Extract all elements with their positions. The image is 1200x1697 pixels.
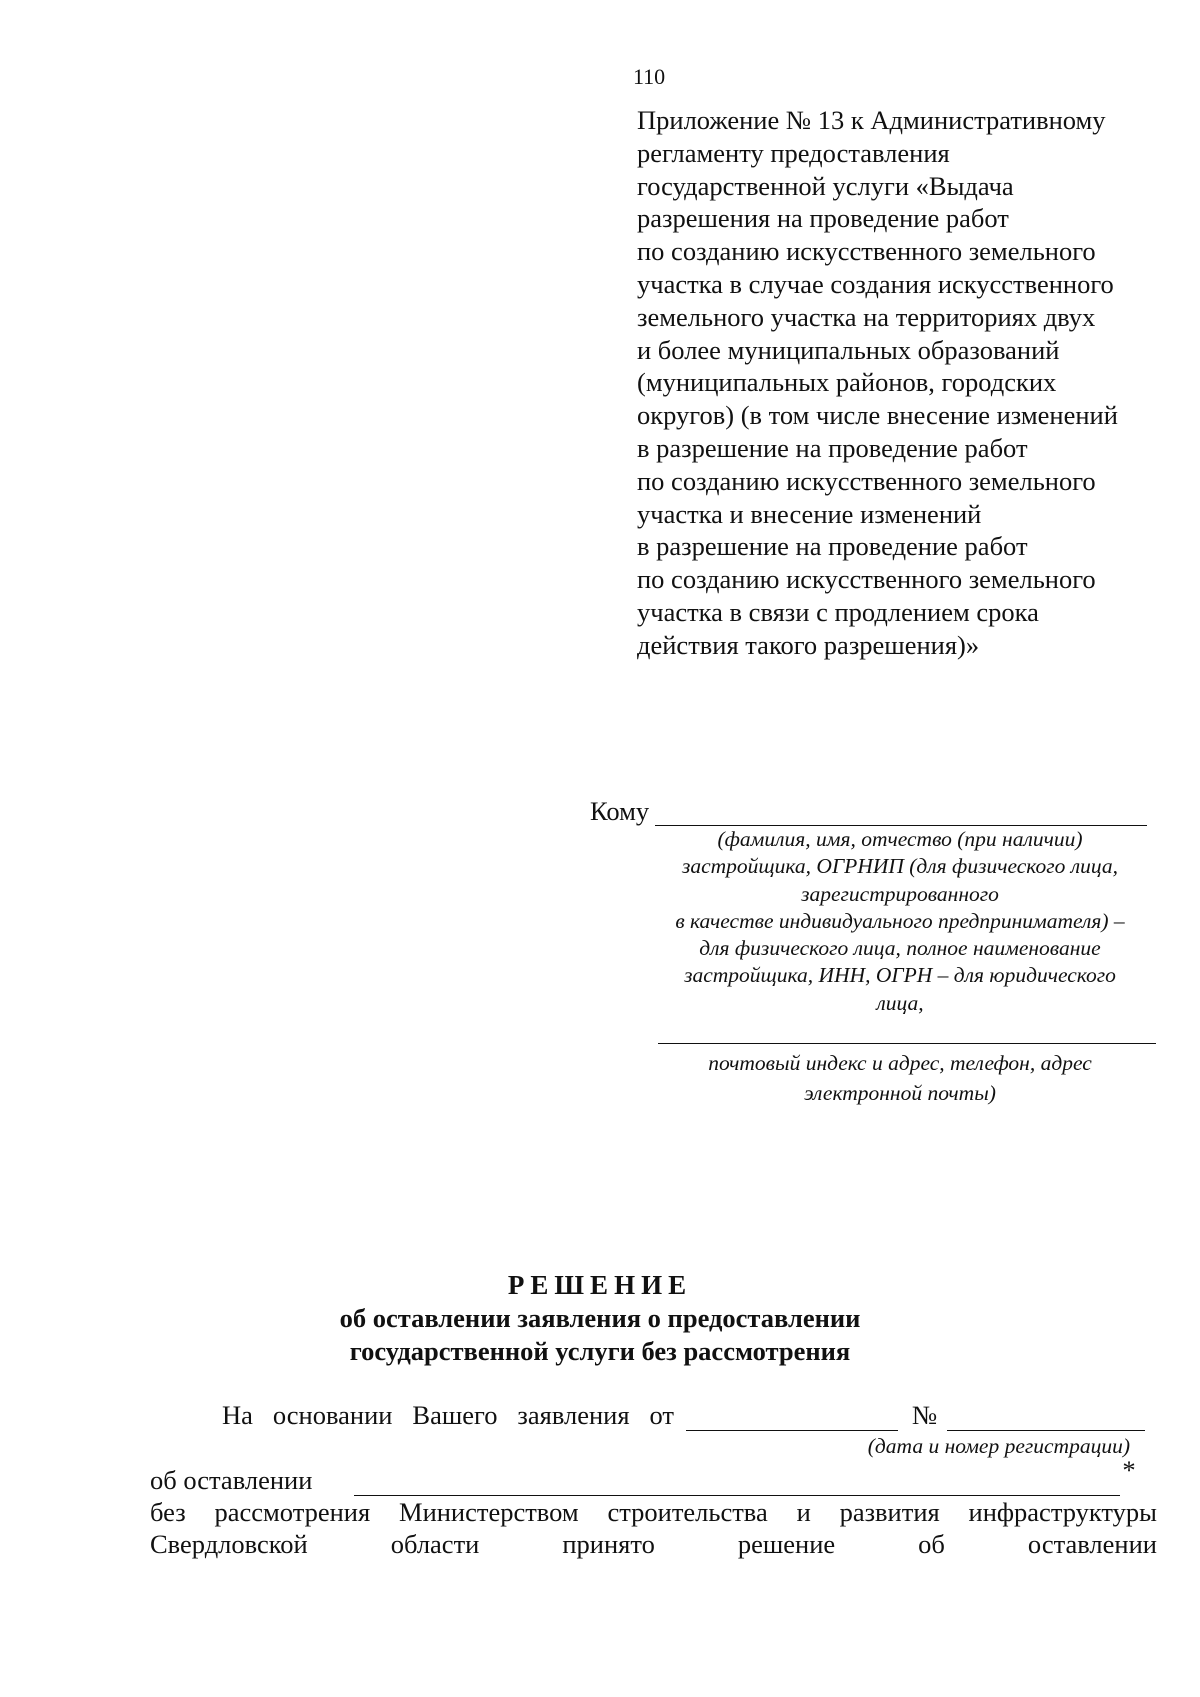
- word: оставлении: [1027, 1529, 1157, 1559]
- application-text: [222, 1399, 674, 1431]
- recipient-line: [590, 796, 1147, 826]
- word: и: [796, 1497, 811, 1527]
- recipient-hint-line: (фамилия, имя, отчество (при наличии): [717, 827, 1083, 851]
- recipient-hint-line: в качестве индивидуального предпринимателя) –: [675, 908, 1125, 933]
- appendix-line: округов) (в том числе внесение изменений: [637, 400, 1118, 431]
- word: об: [918, 1529, 945, 1559]
- word: Министерством: [399, 1497, 579, 1527]
- body-line-application: [222, 1399, 1157, 1431]
- decision-title: РЕШЕНИЕ: [507, 1270, 693, 1300]
- appendix-line: регламенту предоставления: [637, 137, 950, 168]
- recipient-hint: [620, 826, 1180, 1017]
- application-number-field[interactable]: [947, 1404, 1145, 1431]
- appendix-line: действия такого разрешения)»: [637, 629, 980, 660]
- registration-hint: (дата и номер регистрации): [867, 1434, 1130, 1458]
- body-line-ministry: [150, 1496, 1157, 1528]
- appendix-line: участка в случае создания искусственного: [637, 268, 1114, 299]
- appendix-line: в разрешение на проведение работ: [637, 531, 1028, 562]
- application-date-field[interactable]: [686, 1404, 898, 1431]
- recipient-hint-line: застройщика, ОГРНИП (для физического лица,: [681, 854, 1119, 879]
- word: заявления: [517, 1400, 630, 1430]
- word: области: [390, 1529, 480, 1559]
- recipient-hint-line: зарегистрированного: [801, 881, 999, 906]
- address-hint: [620, 1048, 1180, 1108]
- body-line-decision: [150, 1528, 1157, 1560]
- word: строительства: [607, 1497, 768, 1527]
- word: принято: [562, 1529, 655, 1559]
- appendix-line: Приложение № 13 к Административному: [637, 105, 1106, 135]
- appendix-line: государственной услуги «Выдача: [637, 170, 1014, 201]
- footnote-mark: *: [1122, 1455, 1136, 1485]
- word: решение: [737, 1529, 836, 1559]
- recipient-hint-line: застройщика, ИНН, ОГРН – для юридического: [684, 963, 1116, 988]
- recipient-hint-line: для физического лица, полное наименование: [699, 936, 1101, 961]
- number-sign: №: [912, 1400, 938, 1430]
- page-number: 110: [633, 64, 666, 89]
- address-hint-line: электронной почты): [804, 1081, 996, 1105]
- decision-title-block: [300, 1268, 900, 1368]
- leaving-subject-field[interactable]: [354, 1471, 1120, 1496]
- word: На: [222, 1400, 253, 1430]
- appendix-line: участка в связи с продлением срока: [637, 596, 1039, 627]
- word: Свердловской: [150, 1529, 308, 1559]
- word: основании: [272, 1400, 393, 1430]
- word: инфраструктуры: [968, 1497, 1157, 1527]
- word: от: [649, 1400, 674, 1430]
- appendix-line: земельного участка на территориях двух: [637, 301, 1096, 332]
- leaving-label: об оставлении: [150, 1465, 313, 1495]
- appendix-header: [637, 104, 1177, 662]
- appendix-line: участка и внесение изменений: [637, 498, 982, 529]
- appendix-line: по созданию искусственного земельного: [637, 236, 1096, 267]
- recipient-address-field[interactable]: [658, 1043, 1156, 1044]
- appendix-line: разрешения на проведение работ: [637, 203, 1009, 234]
- recipient-label: Кому: [590, 796, 650, 826]
- recipient-name-field[interactable]: [655, 799, 1147, 826]
- appendix-line: (муниципальных районов, городских: [637, 367, 1057, 398]
- decision-subtitle-line: государственной услуги без рассмотрения: [349, 1336, 851, 1366]
- appendix-line: в разрешение на проведение работ: [637, 432, 1028, 463]
- address-hint-line: почтовый индекс и адрес, телефон, адрес: [708, 1051, 1092, 1075]
- word: Вашего: [412, 1400, 498, 1430]
- body-line-leaving: [150, 1455, 1157, 1496]
- word: без: [150, 1497, 186, 1527]
- appendix-line: по созданию искусственного земельного: [637, 564, 1096, 595]
- decision-subtitle-line: об оставлении заявления о предоставлении: [339, 1303, 861, 1333]
- recipient-hint-line: лица,: [876, 990, 924, 1015]
- word: рассмотрения: [214, 1497, 371, 1527]
- appendix-line: по созданию искусственного земельного: [637, 465, 1096, 496]
- word: развития: [839, 1497, 940, 1527]
- appendix-line: и более муниципальных образований: [637, 334, 1060, 365]
